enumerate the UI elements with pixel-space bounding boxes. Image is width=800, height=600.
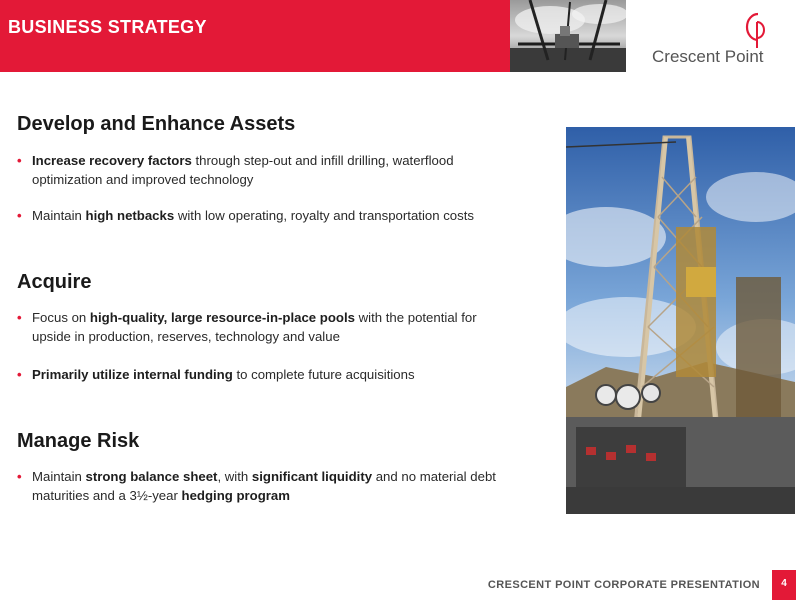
bullet-item: • Maintain high netbacks with low operating, royalty and transportation costs — [17, 208, 474, 223]
section-heading-manage-risk: Manage Risk — [17, 430, 140, 452]
header-bar — [0, 0, 510, 72]
company-name: Crescent Point — [652, 47, 764, 66]
bullet-dot-icon: • — [17, 469, 22, 484]
page-number-badge — [772, 570, 796, 600]
section-heading-develop: Develop and Enhance Assets — [17, 113, 296, 135]
bullet-item: • Maintain strong balance sheet, with significant liquidity and no material debt maturities and a 3½-year hedging program — [17, 469, 496, 503]
bullet-dot-icon: • — [17, 208, 22, 223]
page-title: BUSINESS STRATEGY — [8, 17, 207, 37]
drilling-rig-photo — [566, 127, 795, 514]
bullet-item: • Focus on high-quality, large resource-in-place pools with the potential for upside in production, reserves, technology and value — [17, 310, 477, 344]
footer-presentation-title: CRESCENT POINT CORPORATE PRESENTATION — [487, 579, 760, 591]
page-number: 4 — [781, 578, 787, 589]
section-heading-acquire: Acquire — [17, 271, 92, 293]
bullet-item: • Primarily utilize internal funding to complete future acquisitions — [17, 367, 415, 382]
header-oil-rig-photo — [510, 0, 626, 72]
bullet-dot-icon: • — [17, 153, 22, 168]
bullet-dot-icon: • — [17, 367, 22, 382]
bullet-dot-icon: • — [17, 310, 22, 325]
bullet-item: • Increase recovery factors through step-out and infill drilling, waterflood optimization and improved technology — [17, 153, 454, 187]
